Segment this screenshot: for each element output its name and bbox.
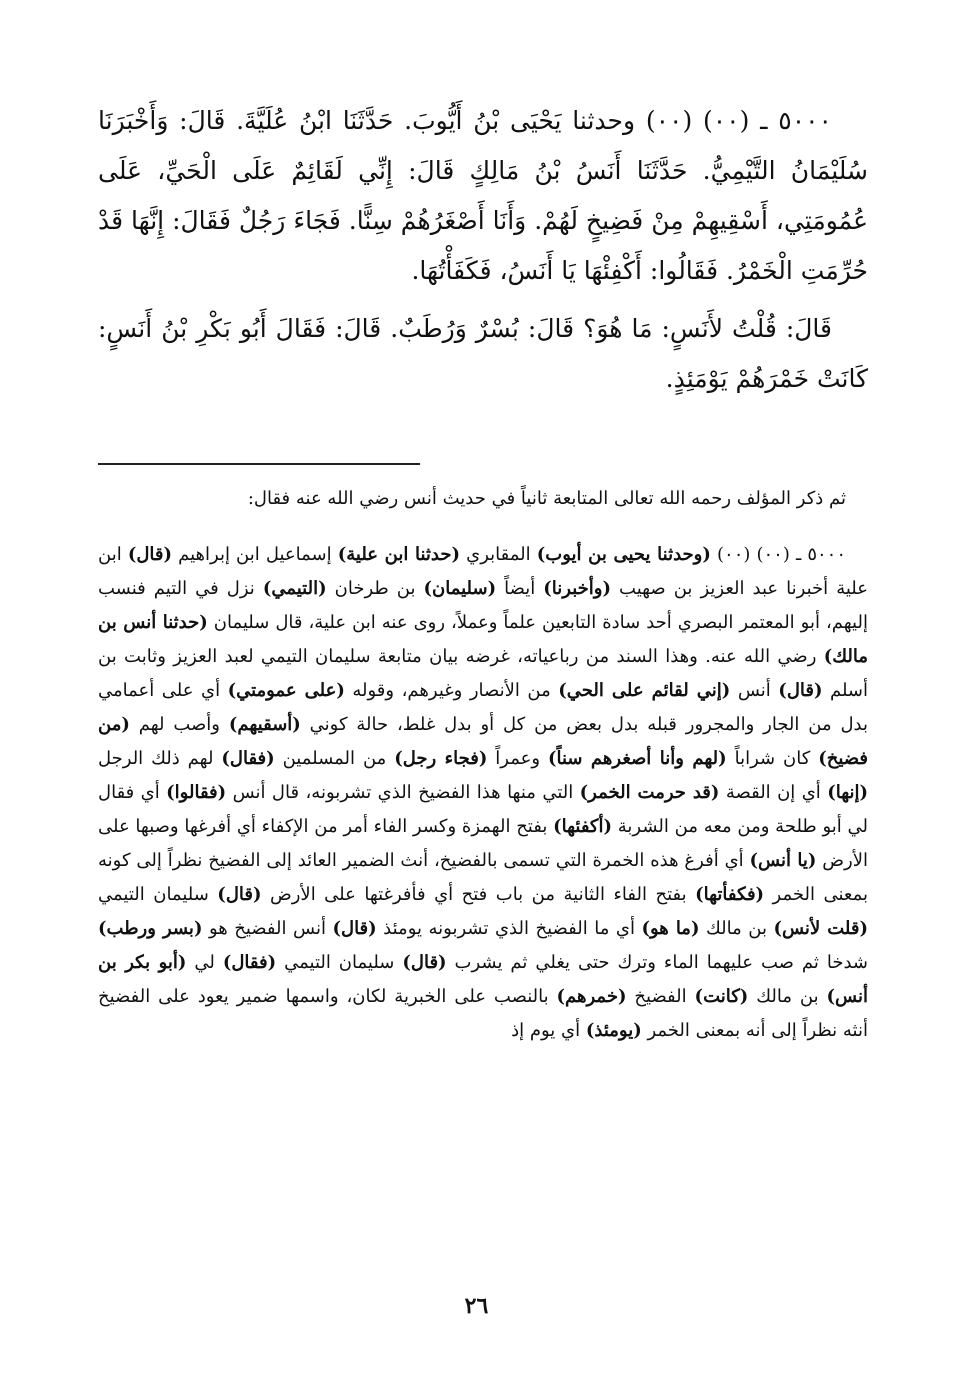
commentary-text-run: أي يوم إذ [511,1020,586,1041]
commentary-text-run: أي إن القصة [719,782,828,803]
commentary-text-run: أنس الفضيخ هو [202,918,333,939]
commentary-text-run: المقابري [460,544,537,565]
commentary-text-run: بن مالك [699,918,774,939]
quoted-phrase: (قال) [127,544,173,565]
quoted-phrase: (إني لقائم على الحي) [558,680,731,701]
commentary-text-run: أي على أعمامي بدل من الجار والمجرور قبله بدل بعض من كل أو بدل غلط، حالة كوني [98,680,869,735]
commentary-text-run: بن مالك [748,986,827,1007]
commentary-text-run: سليمان التيمي [276,952,403,973]
quoted-phrase: (فقالوا) [166,782,227,803]
quoted-phrase: (فقال) [222,952,277,973]
quoted-phrase: (حدثنا ابن علية) [337,544,461,565]
commentary-text-run: وعمراً [487,748,548,769]
quoted-phrase: (قال) [217,884,262,905]
commentary-text-run: أي فقال لي أبو طلحة ومن معه من الشربة [98,782,868,837]
quoted-phrase: (أبو بكر بن أنس) [98,952,868,1007]
commentary-text-run: شدخا ثم صب عليهما الماء وترك حتى يغلي ثم يشرب [446,952,868,973]
quoted-phrase: (يا أنس) [749,850,817,871]
commentary-text-run: أنس [730,680,779,701]
quoted-phrase: (فكفأتها) [695,884,765,905]
quoted-phrase: (خمرهم) [556,986,627,1007]
commentary-text-run: أي أفرغ هذه الخمرة التي تسمى بالفضيخ، أنث الضمير العائد إلى الفضيخ نظراً إلى كونه بمعنى الخمر [98,850,869,905]
commentary-text-run: كان شراباً [726,748,819,769]
quoted-phrase: (بسر ورطب) [98,918,203,939]
commentary-text [98,482,868,1048]
quoted-phrase: (فجاء رجل) [394,748,488,769]
commentary-text-run: نزل في التيم فنسب إليهم، أبو المعتمر البصري أحد سادة التابعين علماً وعملاً، روى عنه ابن علية، قال سليمان [98,578,868,633]
commentary-text-run: ابن علية أخبرنا عبد العزيز بن صهيب [98,544,868,599]
quoted-phrase: (فقال) [221,748,275,769]
commentary-text-run: إسماعيل ابن إبراهيم [172,544,338,565]
commentary-intro: ثم ذكر المؤلف رحمه الله تعالى المتابعة ثانياً في حديث أنس رضي الله عنه فقال: [247,488,846,509]
quoted-phrase: (قال) [332,918,377,939]
quoted-phrase: (سليمان) [423,578,497,599]
commentary-text-run: سليمان التيمي [98,884,218,905]
hadith-text [98,96,868,404]
commentary-text-run: لهم ذلك الرجل [98,748,222,769]
footnote-separator [98,463,420,465]
quoted-phrase: (يومئذ) [585,1020,642,1041]
commentary-text-run: بفتح الفاء الثانية من باب فتح أي فأفرغتها على الأرض [261,884,696,905]
quoted-phrase: (قلت لأنس) [773,918,869,939]
quoted-phrase: (على عمومتي) [227,680,345,701]
quoted-phrase: (التيمي) [262,578,327,599]
quoted-phrase: (قد حرمت الخمر) [579,782,720,803]
hadith-paragraph-2: قَالَ: قُلْتُ لأَنَسٍ: مَا هُوَ؟ قَالَ: بُسْرٌ وَرُطَبٌ. قَالَ: فَقَالَ أَبُو بَكْرِ بْنُ أَنَسٍ: كَانَتْ خَمْرَهُمْ يَوْمَئِذٍ. [98,314,868,393]
quoted-phrase: (أكفئها) [553,816,613,837]
quoted-phrase: (أسقيهم) [228,714,301,735]
commentary-text-run: التي منها هذا الفضيخ الذي تشربونه، قال أنس [226,782,580,803]
commentary-text-run: بالنصب على الخبرية لكان، واسمها ضمير يعود على الفضيخ أنثه نظراً إلى أنه بمعنى الخمر [98,986,868,1041]
quoted-phrase: (وحدثنا يحيى بن أيوب) [536,544,711,565]
commentary-text-run: من المسلمين [274,748,395,769]
commentary-text-run: أيضاً [496,578,544,599]
quoted-phrase: (من فضيخ) [98,714,868,769]
quoted-phrase: (إنها) [827,782,869,803]
quoted-phrase: (وأخبرنا) [543,578,611,599]
commentary-text-run: الفضيخ [626,986,695,1007]
commentary-text-run: وأصب لهم [129,714,229,735]
commentary-text-run: بفتح الهمزة وكسر الفاء أمر من الإكفاء أي أفرغها وصبها على الأرض [98,816,868,871]
quoted-phrase: (قال) [402,952,447,973]
commentary-text-run: ٥٠٠٠ ـ (٠٠) (٠٠) [710,544,847,565]
quoted-phrase: (حدثنا أنس بن مالك) [98,612,868,667]
commentary-text-run: لي [186,952,223,973]
commentary-text-run: رضي الله عنه. وهذا السند من رباعياته، غرضه بيان متابعة سليمان التيمي لعبد العزيز وثابت بن أسلم [98,646,869,701]
quoted-phrase: (كانت) [694,986,749,1007]
hadith-paragraph-1: ٥٠٠٠ ـ (٠٠) (٠٠) وحدثنا يَحْيَى بْنُ أَيُّوبَ. حَدَّثَنَا ابْنُ عُلَيَّةَ. قَالَ: وَأَخْبَرَنَا سُلَيْمَانُ التَّيْمِيُّ. حَدَّثَنَا أَنَسُ بْنُ مَالِكٍ قَالَ: إِنِّي لَقَائِمٌ عَلَى الْحَيِّ، عَلَى عُمُومَتِي، أَسْقِيهِمْ مِنْ فَضِيخٍ لَهُمْ. وَأَنَا أَصْغَرُهُمْ سِنًّا. فَجَاءَ رَجُلٌ فَقَالَ: إِنَّهَا قَدْ حُرِّمَتِ الْخَمْرُ. فَقَالُوا: أَكْفِئْهَا يَا أَنَسُ، فَكَفَأْتُهَا. [98,106,868,285]
commentary-text-run: بن طرخان [326,578,424,599]
quoted-phrase: (قال) [778,680,823,701]
quoted-phrase: (ما هو) [641,918,700,939]
commentary-text-run: أي ما الفضيخ الذي تشربونه يومئذ [376,918,642,939]
page-number: ٢٦ [464,1293,489,1319]
commentary-text-run: من الأنصار وغيرهم، وقوله [344,680,559,701]
quoted-phrase: (لهم وأنا أصغرهم سناً) [547,748,727,769]
commentary-body [98,538,868,1048]
